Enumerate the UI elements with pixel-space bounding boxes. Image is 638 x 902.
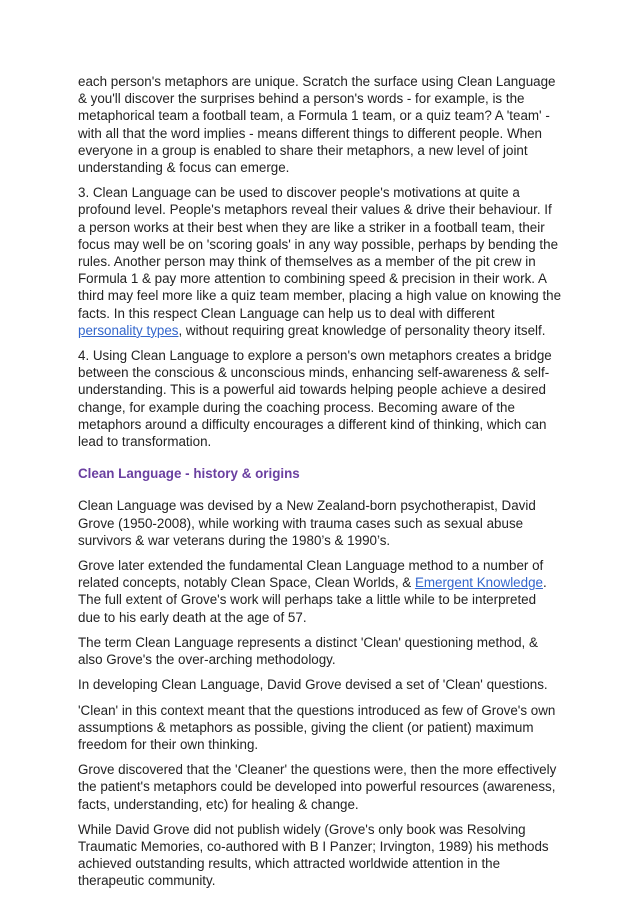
paragraph-devised-by: Clean Language was devised by a New Zealand-born psychotherapist, David Grove (1950-2008), while working with trauma cases such as sexual abuse survivors & war veterans during the 1980’s & 1990’s. xyxy=(78,498,536,548)
paragraph-cleaner-questions: Grove discovered that the 'Cleaner' the questions were, then the more effectively the patient's metaphors could be developed into powerful resources (awareness, facts, understanding, etc) for healing & change. xyxy=(78,762,557,812)
paragraph-grove-extended-text-before: Grove later extended the fundamental Clean Language method to a number of related concepts, notably Clean Space, Clean Worlds, & xyxy=(78,558,544,591)
paragraph-motivations-text-after: , without requiring great knowledge of personality theory itself. xyxy=(178,322,546,338)
paragraph-publications: While David Grove did not publish widely (Grove's only book was Resolving Traumatic Memories, co-authored with B I Panzer; Irvington, 1989) his methods achieved outstanding results, which attracted worldwide attention in the therapeutic community. xyxy=(78,821,549,889)
section-heading-history: Clean Language - history & origins xyxy=(78,466,300,482)
emergent-knowledge-link[interactable]: Emergent Knowledge xyxy=(414,575,543,591)
paragraph-clean-questions: In developing Clean Language, David Grove devised a set of 'Clean' questions. xyxy=(78,677,548,693)
paragraph-metaphors-unique: each person's metaphors are unique. Scratch the surface using Clean Language & you'll discover the surprises behind a person's words - for example, is the metaphorical team a football team, a Formula 1 team, or a quiz team? A 'team' - with all that the word implies - means different things to different people. When everyone in a group is enabled to share their metaphors, a new level of joint understanding & focus can emerge. xyxy=(78,74,556,176)
personality-types-link[interactable]: personality types xyxy=(78,322,179,338)
paragraph-clean-context: 'Clean' in this context meant that the questions introduced as few of Grove's own assumptions & metaphors as possible, giving the client (or patient) maximum freedom for their own thinking. xyxy=(78,702,556,752)
document-page xyxy=(78,73,562,898)
paragraph-grove-extended xyxy=(78,557,562,626)
paragraph-motivations-text-before: 3. Clean Language can be used to discover people's motivations at quite a profound level. People's metaphors reveal their values & drive their behaviour. If a person works at their best when they are like a striker in a football team, their focus may well be on 'scoring goals' in any way possible, perhaps by bending the rules. Another person may think of themselves as a member of the pit crew in Formula 1 & pay more attention to combining speed & precision in their work. A third may feel more like a quiz team member, placing a high value on knowing the facts. In this respect Clean Language can help us to deal with different xyxy=(78,185,562,321)
paragraph-grove-extended-text-after: . The full extent of Grove's work will perhaps take a little while to be interpreted due to his early death at the age of 57. xyxy=(78,575,547,625)
paragraph-conscious-unconscious: 4. Using Clean Language to explore a person's own metaphors creates a bridge between the conscious & unconscious minds, enhancing self-awareness & self-understanding. This is a powerful aid towards helping people achieve a desired change, for example during the coaching process. Becoming aware of the metaphors around a difficulty encourages a different kind of thinking, which can lead to transformation. xyxy=(78,348,552,450)
paragraph-motivations xyxy=(78,184,562,339)
paragraph-term-clean-language: The term Clean Language represents a distinct 'Clean' questioning method, & also Grove's the over-arching methodology. xyxy=(78,634,538,668)
